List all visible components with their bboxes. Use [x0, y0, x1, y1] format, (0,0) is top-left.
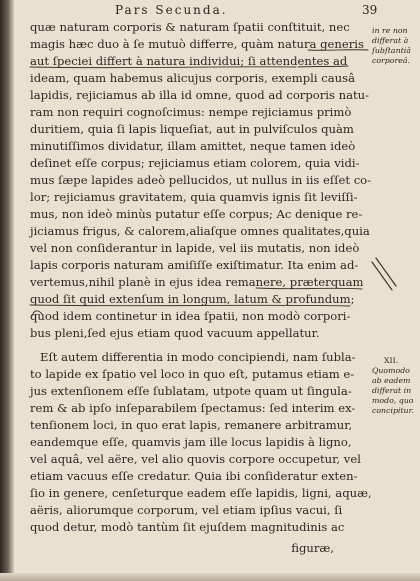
- text-line: etiam vacuus eſſe credatur. Quia ibi conſideratur exten-: [30, 469, 358, 483]
- marginal-stroke: [376, 258, 396, 286]
- catchword: figuræ,: [291, 541, 334, 555]
- text-line: lor; rejiciamus gravitatem, quia quamvis ignis ſit leviſſi-: [30, 190, 358, 204]
- text-line: vel non conſiderantur in lapide, vel iis mutatis, non ideò: [30, 241, 360, 255]
- text-line: quod detur, modò tantùm ſit ejuſdem magnitudinis ac: [30, 520, 345, 534]
- page-gutter-shadow: [0, 0, 14, 581]
- text-line: vel aquâ, vel aëre, vel alio quovis corpore occupetur, vel: [30, 452, 361, 466]
- text-line: quod ſit quid extenſum in longum, latum & profundum;: [30, 292, 355, 306]
- page-bottom-edge: [0, 573, 420, 581]
- text-line: jiciamus frigus, & calorem,aliaſque omnes qualitates,quia: [30, 224, 370, 238]
- text-line: lapidis, rejiciamus ab illa id omne, quod ad corporis natu-: [30, 88, 370, 102]
- text-line: quod idem continetur in idea ſpatii, non modò corpori-: [30, 309, 351, 323]
- text-line: eandemque eſſe, quamvis jam ille locus lapidis à ligno,: [30, 435, 352, 449]
- margin-note-line: XII.: [384, 356, 399, 365]
- text-line: jus extenſionem eſſe ſublatam, utpote quam ut ſingula-: [30, 384, 352, 398]
- margin-note-line: modo, quo: [372, 396, 414, 405]
- margin-note-line: Quomodo: [372, 366, 410, 375]
- text-line: deſinet eſſe corpus; rejiciamus etiam colorem, quia vidi-: [30, 156, 360, 170]
- text-line: aëris, aliorumque corporum, vel etiam ipſius vacui, ſi: [30, 503, 343, 517]
- text-line: quæ naturam corporis & naturam ſpatii conſtituit, nec: [30, 20, 350, 34]
- text-line: magis hæc duo à ſe mutuò differre, quàm natura generis: [30, 37, 364, 51]
- margin-note-line: in re non: [372, 26, 408, 35]
- running-head: Pars Secunda.: [115, 3, 228, 17]
- text-line: minutiſſimos dividatur, illam amittet, neque tamen ideò: [30, 139, 356, 153]
- text-line: ram non requiri cognoſcimus: nempe rejiciamus primò: [30, 105, 352, 119]
- text-line: mus, non ideò minùs putatur eſſe corpus; Ac denique re-: [30, 207, 363, 221]
- margin-note-line: ab eadem: [372, 376, 411, 385]
- margin-note-line: concipitur.: [372, 406, 414, 415]
- margin-note-line: differat à: [372, 36, 409, 45]
- margin-note-line: differat in: [372, 386, 412, 395]
- text-line: bus pleni,ſed ejus etiam quod vacuum appellatur.: [30, 326, 320, 340]
- text-line: ideam, quam habemus alicujus corporis, exempli causâ: [30, 71, 355, 85]
- text-line: lapis corporis naturam amiſiſſe exiſtimatur. Ita enim ad-: [30, 258, 359, 272]
- page-number: 39: [362, 3, 378, 17]
- margin-note-line: corporeâ.: [372, 56, 410, 65]
- marginal-stroke: [372, 262, 392, 290]
- text-line: vertemus,nihil planè in ejus idea remanere, præterquam: [30, 275, 364, 289]
- text-line: mus ſæpe lapides adeò pellucidos, ut nullus in iis eſſet co-: [30, 173, 372, 187]
- text-line: to lapide ex ſpatio vel loco in quo eſt, putamus etiam e-: [30, 367, 355, 381]
- text-line: duritiem, quia ſi lapis liqueſiat, aut in pulviſculos quàm: [30, 122, 354, 136]
- text-line: Eſt autem differentia in modo concipiendi, nam ſubla-: [40, 350, 356, 364]
- text-line: rem & ab ipſo inſeparabilem ſpectamus: ſed interim ex-: [30, 401, 356, 415]
- text-line: aut ſpeciei differt à natura individui; ſi attendentes ad: [30, 54, 348, 68]
- margin-note-line: ſubſtantiâ: [372, 46, 411, 55]
- text-line: ſio in genere, cenſeturque eadem eſſe lapidis, ligni, aquæ,: [30, 486, 372, 500]
- text-line: tenſionem loci, in quo erat lapis, remanere arbitramur,: [30, 418, 353, 432]
